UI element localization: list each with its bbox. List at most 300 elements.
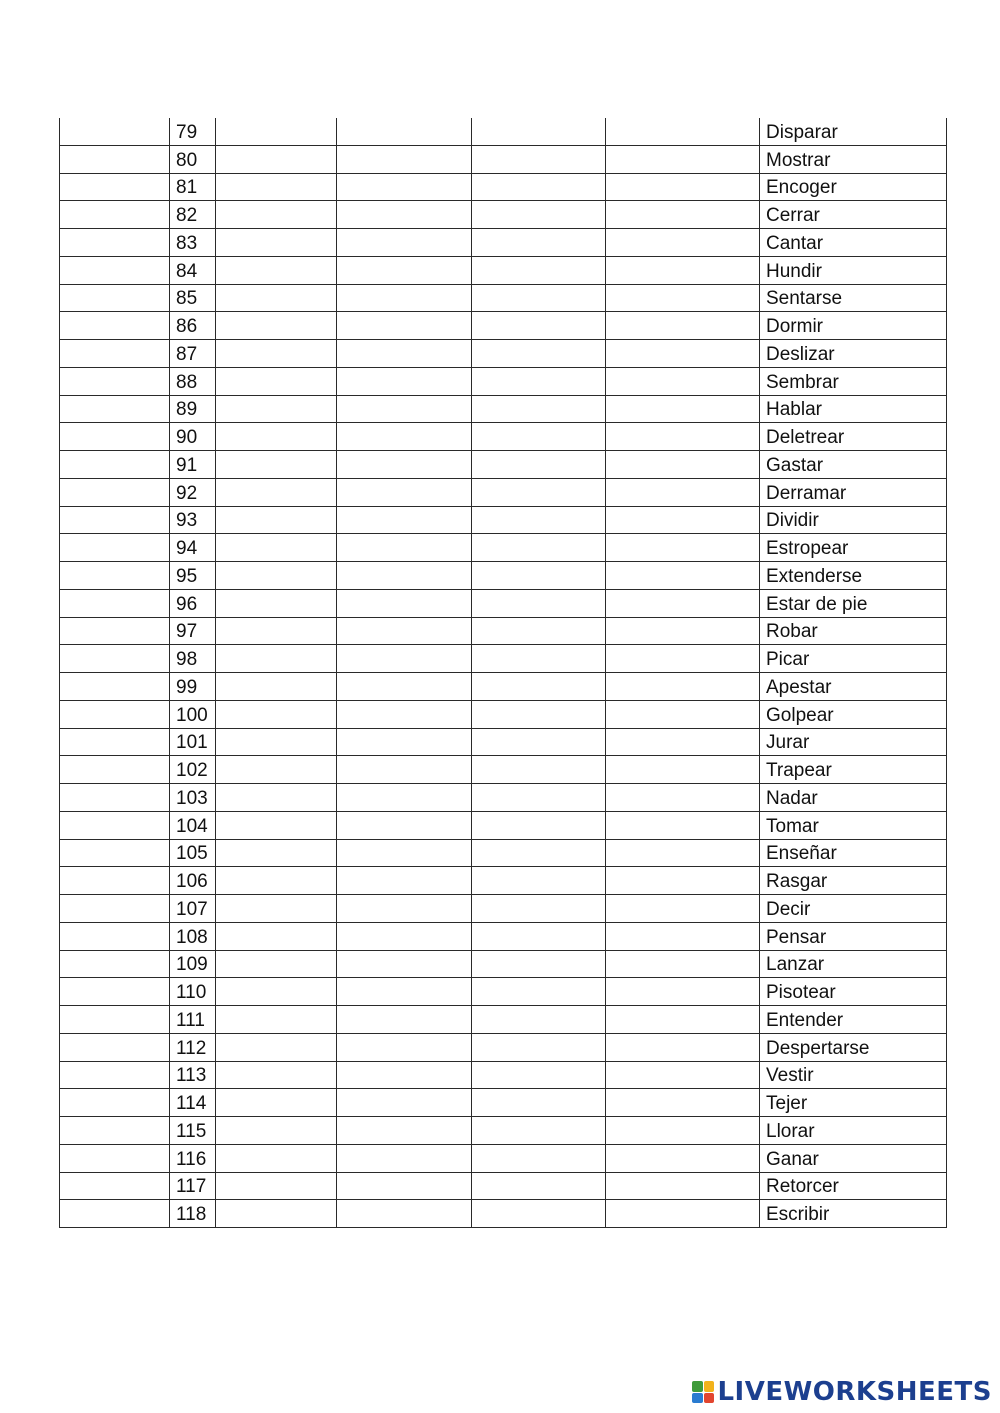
answer-cell-blank[interactable]: [60, 201, 170, 229]
answer-cell[interactable]: [337, 617, 472, 645]
answer-cell[interactable]: [472, 673, 606, 701]
row-number: 99: [176, 676, 198, 698]
answer-cell-blank[interactable]: [60, 950, 170, 978]
row-number: 84: [176, 260, 198, 282]
answer-cell-blank[interactable]: [60, 1117, 170, 1145]
answer-cell[interactable]: [337, 811, 472, 839]
answer-cell[interactable]: [472, 201, 606, 229]
answer-cell[interactable]: [216, 867, 337, 895]
verb-cell: [760, 617, 947, 645]
answer-cell[interactable]: [216, 478, 337, 506]
row-number: 101: [176, 732, 208, 754]
answer-cell-blank[interactable]: [60, 645, 170, 673]
answer-cell[interactable]: [216, 423, 337, 451]
answer-cell[interactable]: [472, 173, 606, 201]
answer-cell[interactable]: [472, 756, 606, 784]
answer-cell[interactable]: [606, 534, 760, 562]
table-row: [60, 1033, 947, 1061]
answer-cell[interactable]: [216, 451, 337, 479]
row-number: 79: [176, 121, 198, 143]
table-row: [60, 728, 947, 756]
answer-cell[interactable]: [337, 1061, 472, 1089]
answer-cell[interactable]: [216, 756, 337, 784]
answer-cell[interactable]: [337, 1144, 472, 1172]
answer-cell[interactable]: [216, 395, 337, 423]
answer-cell[interactable]: [606, 756, 760, 784]
answer-cell[interactable]: [472, 145, 606, 173]
row-number: 97: [176, 621, 198, 643]
answer-cell[interactable]: [337, 589, 472, 617]
answer-cell-blank[interactable]: [60, 895, 170, 923]
answer-cell-blank[interactable]: [60, 867, 170, 895]
table-row: [60, 256, 947, 284]
answer-cell-blank[interactable]: [60, 1033, 170, 1061]
row-number: 80: [176, 149, 198, 171]
row-number: 113: [176, 1065, 207, 1087]
answer-cell[interactable]: [216, 534, 337, 562]
answer-cell[interactable]: [216, 229, 337, 257]
answer-cell[interactable]: [472, 312, 606, 340]
verb-label: Lanzar: [766, 954, 825, 976]
row-number: 116: [176, 1148, 207, 1170]
verb-cell: [760, 423, 947, 451]
answer-cell[interactable]: [472, 589, 606, 617]
liveworksheets-logo-icon: [692, 1381, 714, 1403]
answer-cell[interactable]: [472, 1200, 606, 1228]
verb-cell: [760, 895, 947, 923]
answer-cell[interactable]: [216, 895, 337, 923]
answer-cell[interactable]: [216, 201, 337, 229]
table-row: [60, 451, 947, 479]
verb-label: Dividir: [766, 510, 819, 532]
answer-cell-blank[interactable]: [60, 367, 170, 395]
answer-cell[interactable]: [216, 118, 337, 145]
answer-cell[interactable]: [216, 1006, 337, 1034]
answer-cell[interactable]: [216, 506, 337, 534]
row-number-cell: [170, 839, 216, 867]
answer-cell[interactable]: [337, 1089, 472, 1117]
answer-cell[interactable]: [472, 700, 606, 728]
answer-cell[interactable]: [606, 173, 760, 201]
answer-cell[interactable]: [606, 229, 760, 257]
answer-cell[interactable]: [472, 895, 606, 923]
answer-cell[interactable]: [606, 1172, 760, 1200]
answer-cell[interactable]: [606, 784, 760, 812]
verb-label: Sembrar: [766, 371, 839, 393]
row-number-cell: [170, 922, 216, 950]
answer-cell[interactable]: [606, 978, 760, 1006]
answer-cell-blank[interactable]: [60, 451, 170, 479]
answer-cell-blank[interactable]: [60, 173, 170, 201]
answer-cell[interactable]: [472, 451, 606, 479]
table-row: [60, 1172, 947, 1200]
answer-cell-blank[interactable]: [60, 1006, 170, 1034]
answer-cell[interactable]: [216, 700, 337, 728]
verb-label: Ganar: [766, 1148, 819, 1170]
row-number: 105: [176, 843, 208, 865]
answer-cell[interactable]: [606, 867, 760, 895]
row-number: 90: [176, 427, 198, 448]
answer-cell[interactable]: [216, 978, 337, 1006]
table-row: [60, 423, 947, 451]
answer-cell[interactable]: [216, 617, 337, 645]
answer-cell-blank[interactable]: [60, 673, 170, 701]
answer-cell[interactable]: [472, 562, 606, 590]
answer-cell-blank[interactable]: [60, 312, 170, 340]
answer-cell-blank[interactable]: [60, 617, 170, 645]
row-number-cell: [170, 700, 216, 728]
answer-cell[interactable]: [337, 229, 472, 257]
answer-cell[interactable]: [337, 340, 472, 368]
row-number: 102: [176, 760, 208, 781]
answer-cell[interactable]: [606, 506, 760, 534]
answer-cell[interactable]: [337, 978, 472, 1006]
answer-cell[interactable]: [337, 562, 472, 590]
answer-cell[interactable]: [606, 645, 760, 673]
table-row: [60, 756, 947, 784]
answer-cell[interactable]: [472, 340, 606, 368]
answer-cell-blank[interactable]: [60, 506, 170, 534]
answer-cell[interactable]: [606, 201, 760, 229]
answer-cell[interactable]: [216, 256, 337, 284]
answer-cell[interactable]: [216, 922, 337, 950]
answer-cell[interactable]: [337, 173, 472, 201]
answer-cell[interactable]: [216, 173, 337, 201]
row-number: 108: [176, 926, 208, 948]
answer-cell[interactable]: [216, 950, 337, 978]
answer-cell[interactable]: [472, 256, 606, 284]
answer-cell[interactable]: [606, 367, 760, 395]
answer-cell-blank[interactable]: [60, 839, 170, 867]
verb-label: Vestir: [766, 1065, 814, 1087]
answer-cell[interactable]: [472, 1172, 606, 1200]
answer-cell-blank[interactable]: [60, 256, 170, 284]
verb-label: Hundir: [766, 260, 822, 282]
answer-cell[interactable]: [337, 700, 472, 728]
answer-cell-blank[interactable]: [60, 1144, 170, 1172]
table-row: [60, 1061, 947, 1089]
row-number-cell: [170, 256, 216, 284]
verb-cell: [760, 451, 947, 479]
verb-label: Tomar: [766, 815, 819, 837]
answer-cell[interactable]: [472, 645, 606, 673]
answer-cell[interactable]: [216, 589, 337, 617]
answer-cell[interactable]: [606, 478, 760, 506]
answer-cell[interactable]: [606, 1061, 760, 1089]
verb-cell: [760, 562, 947, 590]
verb-cell: [760, 756, 947, 784]
answer-cell[interactable]: [337, 895, 472, 923]
answer-cell-blank[interactable]: [60, 1200, 170, 1228]
table-row: [60, 811, 947, 839]
answer-cell[interactable]: [472, 367, 606, 395]
answer-cell[interactable]: [606, 839, 760, 867]
row-number-cell: [170, 1006, 216, 1034]
answer-cell[interactable]: [472, 229, 606, 257]
answer-cell[interactable]: [472, 811, 606, 839]
answer-cell[interactable]: [606, 895, 760, 923]
answer-cell[interactable]: [606, 423, 760, 451]
answer-cell[interactable]: [337, 1172, 472, 1200]
table-row: [60, 534, 947, 562]
answer-cell[interactable]: [216, 1061, 337, 1089]
answer-cell-blank[interactable]: [60, 145, 170, 173]
row-number-cell: [170, 451, 216, 479]
row-number: 94: [176, 538, 198, 559]
row-number-cell: [170, 978, 216, 1006]
answer-cell[interactable]: [216, 1172, 337, 1200]
answer-cell[interactable]: [606, 950, 760, 978]
answer-cell[interactable]: [606, 1033, 760, 1061]
table-row: [60, 589, 947, 617]
answer-cell-blank[interactable]: [60, 229, 170, 257]
answer-cell-blank[interactable]: [60, 423, 170, 451]
answer-cell[interactable]: [337, 1006, 472, 1034]
answer-cell-blank[interactable]: [60, 118, 170, 145]
answer-cell[interactable]: [337, 728, 472, 756]
table-row: [60, 895, 947, 923]
answer-cell[interactable]: [472, 118, 606, 145]
verb-label: Disparar: [766, 121, 838, 143]
answer-cell[interactable]: [606, 284, 760, 312]
answer-cell[interactable]: [216, 1144, 337, 1172]
table-row: [60, 617, 947, 645]
answer-cell[interactable]: [606, 340, 760, 368]
verb-cell: [760, 312, 947, 340]
row-number-cell: [170, 562, 216, 590]
verb-table: [59, 118, 947, 1228]
answer-cell[interactable]: [472, 922, 606, 950]
answer-cell[interactable]: [337, 922, 472, 950]
answer-cell[interactable]: [337, 645, 472, 673]
table-row: [60, 1006, 947, 1034]
verb-label: Apestar: [766, 676, 832, 698]
answer-cell[interactable]: [472, 284, 606, 312]
row-number-cell: [170, 784, 216, 812]
row-number: 93: [176, 510, 198, 532]
answer-cell-blank[interactable]: [60, 784, 170, 812]
verb-cell: [760, 534, 947, 562]
answer-cell[interactable]: [337, 784, 472, 812]
row-number: 85: [176, 288, 198, 310]
verb-label: Retorcer: [766, 1176, 839, 1198]
answer-cell[interactable]: [216, 145, 337, 173]
row-number-cell: [170, 673, 216, 701]
answer-cell[interactable]: [216, 367, 337, 395]
answer-cell[interactable]: [606, 617, 760, 645]
row-number-cell: [170, 340, 216, 368]
verb-label: Jurar: [766, 732, 810, 754]
answer-cell-blank[interactable]: [60, 1089, 170, 1117]
answer-cell[interactable]: [472, 423, 606, 451]
answer-cell[interactable]: [472, 839, 606, 867]
logo-square: [692, 1381, 703, 1392]
row-number-cell: [170, 895, 216, 923]
verb-cell: [760, 1006, 947, 1034]
answer-cell[interactable]: [337, 118, 472, 145]
answer-cell[interactable]: [337, 673, 472, 701]
answer-cell[interactable]: [337, 395, 472, 423]
row-number-cell: [170, 534, 216, 562]
verb-label: Tejer: [766, 1093, 808, 1114]
answer-cell[interactable]: [337, 256, 472, 284]
answer-cell[interactable]: [606, 451, 760, 479]
verb-label: Estropear: [766, 538, 849, 559]
answer-cell[interactable]: [606, 589, 760, 617]
answer-cell[interactable]: [472, 1006, 606, 1034]
answer-cell-blank[interactable]: [60, 395, 170, 423]
row-number-cell: [170, 201, 216, 229]
answer-cell[interactable]: [606, 1200, 760, 1228]
answer-cell[interactable]: [472, 1033, 606, 1061]
row-number-cell: [170, 617, 216, 645]
answer-cell[interactable]: [216, 340, 337, 368]
answer-cell[interactable]: [337, 950, 472, 978]
table-row: [60, 950, 947, 978]
answer-cell[interactable]: [337, 451, 472, 479]
answer-cell[interactable]: [337, 1117, 472, 1145]
answer-cell-blank[interactable]: [60, 922, 170, 950]
answer-cell[interactable]: [606, 673, 760, 701]
table-row: [60, 978, 947, 1006]
answer-cell[interactable]: [606, 1089, 760, 1117]
answer-cell[interactable]: [606, 562, 760, 590]
answer-cell[interactable]: [472, 784, 606, 812]
answer-cell-blank[interactable]: [60, 811, 170, 839]
table-row: [60, 673, 947, 701]
table-row: [60, 284, 947, 312]
answer-cell[interactable]: [337, 506, 472, 534]
answer-cell[interactable]: [337, 367, 472, 395]
answer-cell[interactable]: [472, 950, 606, 978]
row-number-cell: [170, 811, 216, 839]
row-number-cell: [170, 173, 216, 201]
answer-cell[interactable]: [606, 728, 760, 756]
answer-cell[interactable]: [216, 784, 337, 812]
verb-cell: [760, 950, 947, 978]
answer-cell[interactable]: [337, 867, 472, 895]
row-number-cell: [170, 1089, 216, 1117]
answer-cell[interactable]: [472, 395, 606, 423]
row-number: 107: [176, 898, 208, 920]
verb-label: Hablar: [766, 399, 822, 421]
answer-cell-blank[interactable]: [60, 978, 170, 1006]
answer-cell[interactable]: [606, 700, 760, 728]
answer-cell[interactable]: [216, 312, 337, 340]
row-number: 86: [176, 316, 198, 337]
row-number-cell: [170, 395, 216, 423]
answer-cell[interactable]: [337, 534, 472, 562]
table-row: [60, 118, 947, 145]
answer-cell-blank[interactable]: [60, 700, 170, 728]
verb-cell: [760, 506, 947, 534]
answer-cell[interactable]: [337, 312, 472, 340]
answer-cell[interactable]: [606, 1117, 760, 1145]
answer-cell[interactable]: [472, 478, 606, 506]
answer-cell[interactable]: [472, 506, 606, 534]
answer-cell[interactable]: [606, 312, 760, 340]
answer-cell[interactable]: [606, 256, 760, 284]
table-row: [60, 173, 947, 201]
answer-cell[interactable]: [606, 1006, 760, 1034]
verb-cell: [760, 256, 947, 284]
row-number-cell: [170, 367, 216, 395]
answer-cell[interactable]: [337, 145, 472, 173]
verb-cell: [760, 367, 947, 395]
answer-cell[interactable]: [216, 284, 337, 312]
row-number-cell: [170, 478, 216, 506]
verb-label: Mostrar: [766, 149, 831, 171]
answer-cell[interactable]: [337, 284, 472, 312]
answer-cell[interactable]: [606, 922, 760, 950]
answer-cell-blank[interactable]: [60, 478, 170, 506]
answer-cell[interactable]: [606, 145, 760, 173]
answer-cell[interactable]: [472, 534, 606, 562]
answer-cell[interactable]: [216, 1033, 337, 1061]
row-number: 114: [176, 1093, 207, 1114]
answer-cell[interactable]: [606, 395, 760, 423]
answer-cell[interactable]: [216, 839, 337, 867]
verb-label: Decir: [766, 898, 811, 920]
answer-cell[interactable]: [472, 1117, 606, 1145]
answer-cell[interactable]: [337, 478, 472, 506]
answer-cell-blank[interactable]: [60, 534, 170, 562]
answer-cell[interactable]: [216, 811, 337, 839]
answer-cell-blank[interactable]: [60, 1061, 170, 1089]
answer-cell[interactable]: [216, 673, 337, 701]
answer-cell[interactable]: [337, 839, 472, 867]
verb-label: Llorar: [766, 1120, 815, 1142]
table-row: [60, 1089, 947, 1117]
answer-cell-blank[interactable]: [60, 756, 170, 784]
answer-cell[interactable]: [337, 1200, 472, 1228]
answer-cell[interactable]: [472, 978, 606, 1006]
answer-cell[interactable]: [216, 1117, 337, 1145]
answer-cell[interactable]: [472, 867, 606, 895]
answer-cell[interactable]: [337, 423, 472, 451]
answer-cell[interactable]: [216, 1089, 337, 1117]
answer-cell[interactable]: [472, 728, 606, 756]
answer-cell[interactable]: [337, 756, 472, 784]
answer-cell[interactable]: [606, 1144, 760, 1172]
answer-cell[interactable]: [216, 645, 337, 673]
answer-cell[interactable]: [337, 1033, 472, 1061]
table-row: [60, 1144, 947, 1172]
answer-cell-blank[interactable]: [60, 562, 170, 590]
answer-cell-blank[interactable]: [60, 340, 170, 368]
row-number-cell: [170, 1117, 216, 1145]
verb-label: Sentarse: [766, 288, 843, 310]
verb-cell: [760, 978, 947, 1006]
answer-cell[interactable]: [606, 118, 760, 145]
table-row: [60, 867, 947, 895]
answer-cell-blank[interactable]: [60, 1172, 170, 1200]
answer-cell-blank[interactable]: [60, 728, 170, 756]
answer-cell[interactable]: [216, 562, 337, 590]
answer-cell[interactable]: [606, 811, 760, 839]
answer-cell[interactable]: [472, 1144, 606, 1172]
answer-cell[interactable]: [472, 1089, 606, 1117]
answer-cell[interactable]: [216, 1200, 337, 1228]
answer-cell[interactable]: [216, 728, 337, 756]
verb-label: Escribir: [766, 1204, 830, 1225]
answer-cell[interactable]: [472, 617, 606, 645]
answer-cell-blank[interactable]: [60, 589, 170, 617]
answer-cell[interactable]: [472, 1061, 606, 1089]
row-number: 87: [176, 343, 198, 365]
answer-cell[interactable]: [337, 201, 472, 229]
answer-cell-blank[interactable]: [60, 284, 170, 312]
